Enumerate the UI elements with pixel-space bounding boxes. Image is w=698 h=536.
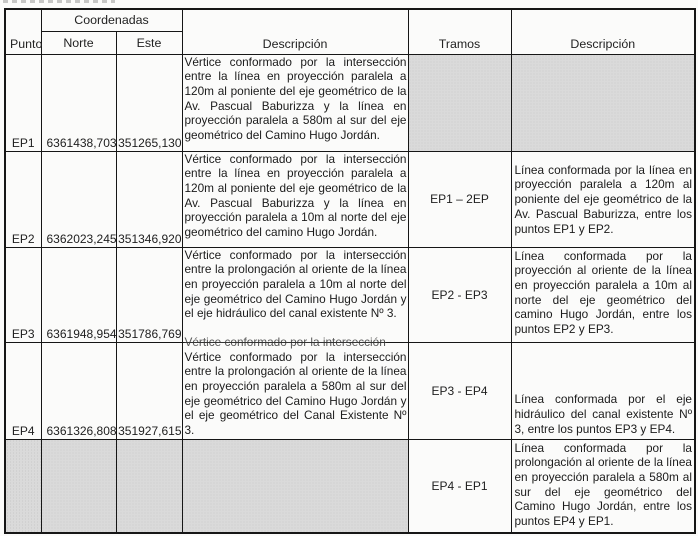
tramo-value: EP1 – 2EP (408, 151, 511, 247)
survey-points-table (4, 8, 696, 534)
tramo-value: EP3 - EP4 (408, 342, 511, 439)
norte-value: 6361438,703 (41, 54, 116, 151)
punto-value: EP2 (5, 151, 41, 247)
shaded-empty-cell (5, 439, 41, 533)
este-value: 351786,769 (116, 247, 182, 342)
norte-value: 6361948,954 (41, 247, 116, 342)
table-row-ep3 (5, 247, 695, 342)
table-row-ep1 (5, 54, 695, 151)
tramo-value: EP2 - EP3 (408, 247, 511, 342)
column-header-norte: Norte (41, 31, 116, 54)
table-row-tramo-ep4-ep1 (5, 439, 695, 533)
tramo-descripcion: Línea conformada por la proyección al oriente de la línea en proyección paralela a 10m al norte del eje geométrico del camino Hugo Jordán, entre los puntos EP2 y EP3. (511, 247, 695, 342)
punto-value: EP3 (5, 247, 41, 342)
punto-descripcion-text: Vértice conformado por la intersección entre la prolongación al oriente de la línea en proyección paralela a 580m al sur del eje geométrico del Camino Hugo Jordán y el eje geométrico del Canal Existente Nº 3. (184, 349, 407, 438)
punto-value: EP1 (5, 54, 41, 151)
column-header-coordenadas: Coordenadas (41, 9, 182, 31)
punto-descripcion (182, 334, 408, 439)
shaded-empty-cell (116, 439, 182, 533)
shaded-empty-cell (511, 54, 695, 151)
table-row-ep4 (5, 342, 695, 439)
tramo-descripcion: Línea conformada por el eje hidráulico del canal existente Nº 3, entre los puntos EP3 y EP4. (511, 342, 695, 439)
shaded-empty-cell (41, 439, 116, 533)
punto-descripcion: Vértice conformado por la intersección entre la línea en proyección paralela a 120m al poniente del eje geométrico de la Av. Pascual Baburizza y la línea en proyección paralela a 10m al norte del eje geométrico del camino Hugo Jordán. (182, 151, 408, 247)
este-value: 351346,920 (116, 151, 182, 247)
tramo-value: EP4 - EP1 (408, 439, 511, 533)
header-row-1 (5, 9, 695, 31)
shaded-empty-cell (408, 54, 511, 151)
norte-value: 6362023,245 (41, 151, 116, 247)
cut-off-text-artifact (3, 0, 115, 3)
column-header-este: Este (116, 31, 182, 54)
clipped-text-artifact: Vértice conformado por la intersección (184, 334, 386, 349)
punto-descripcion: Vértice conformado por la intersección entre la línea en proyección paralela a 120m al poniente del eje geométrico de la Av. Pascual Baburizza y la línea en proyección paralela a 580m al sur del eje geométrico del Camino Hugo Jordán. (182, 54, 408, 151)
column-header-tramos: Tramos (408, 9, 511, 54)
punto-value: EP4 (5, 342, 41, 439)
column-header-descripcion-left: Descripción (182, 9, 408, 54)
tramo-descripcion: Línea conformada por la prolongación al oriente de la línea en proyección paralela a 580m al sur del eje geométrico del Camino Hugo Jordán, entre los puntos EP4 y EP1. (511, 439, 695, 533)
norte-value: 6361326,808 (41, 342, 116, 439)
este-value: 351927,615 (116, 342, 182, 439)
punto-descripcion: Vértice conformado por la intersección entre la prolongación al oriente de la línea en proyección paralela a 10m al norte del eje geométrico del Camino Hugo Jordán y el eje hidráulico del canal existente Nº 3. (182, 247, 408, 342)
shaded-empty-cell (182, 439, 408, 533)
column-header-descripcion-right: Descripción (511, 9, 695, 54)
este-value: 351265,130 (116, 54, 182, 151)
column-header-punto: Punto (5, 9, 41, 54)
tramo-descripcion: Línea conformada por la línea en proyección paralela a 120m al poniente del eje geométrico de la Av. Pascual Baburizza, entre los puntos EP1 y EP2. (511, 151, 695, 247)
table-row-ep2 (5, 151, 695, 247)
